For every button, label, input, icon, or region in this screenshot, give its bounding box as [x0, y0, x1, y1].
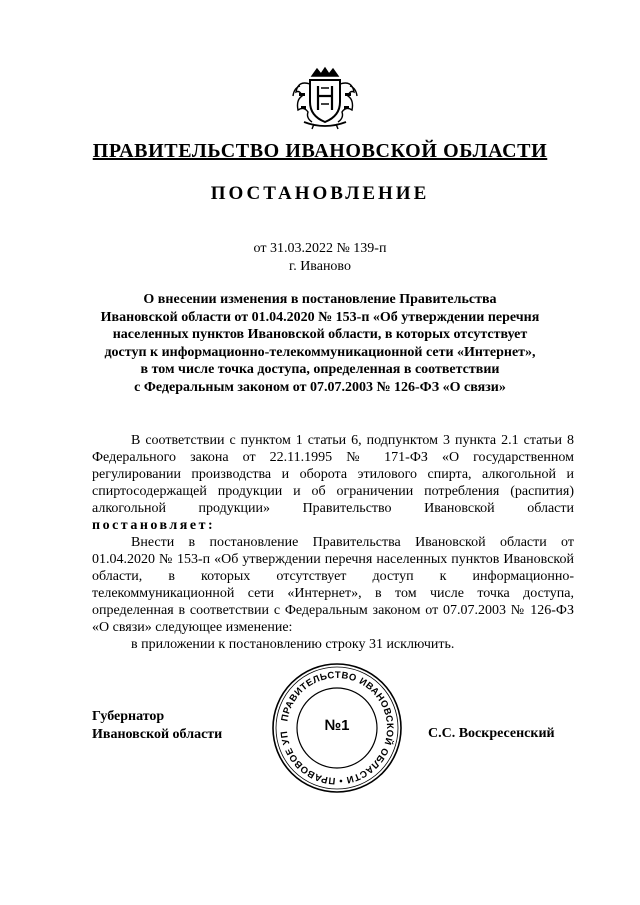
stamp-number: №1	[324, 717, 350, 734]
body-paragraph-amendment: Внести в постановление Правительства Ивановской области от 01.04.2020 № 153-п «Об утверждении перечня населенных пунктов Ивановской области, в которых отсутствует доступ к информационно-телекоммуникационной сети «Интернет», в том числе точка доступа, определенная в соответствии с Федеральным законом от 07.07.2003 № 126-ФЗ «О связи» следующее изменение:	[92, 535, 574, 635]
stamp-ring-text: ПРАВИТЕЛЬСТВО ИВАНОВСКОЙ ОБЛАСТИ • ПРАВОВОЕ УП	[278, 669, 396, 787]
official-stamp	[270, 661, 404, 795]
government-title: ПРАВИТЕЛЬСТВО ИВАНОВСКОЙ ОБЛАСТИ	[92, 140, 548, 162]
signer-position	[92, 708, 222, 744]
preamble-text: В соответствии с пунктом 1 статьи 6, подпунктом 3 пункта 2.1 статьи 8 Федерального закона от 22.11.1995 № 171-ФЗ «О государственном регулировании производства и оборота этилового спирта, алкогольной и спиртосодержащей продукции и об ограничении потребления (распития) алкогольной продукции» Правительство Ивановской области	[92, 433, 574, 516]
signer-name: С.С. Воскресенский	[428, 726, 555, 741]
subject-line: О внесении изменения в постановление Правительства	[143, 292, 497, 307]
document-body	[92, 432, 574, 653]
decree-word: постановляет:	[92, 518, 216, 533]
subject-line: в том числе точка доступа, определенная в соответствии	[140, 362, 500, 377]
subject-line: с Федеральным законом от 07.07.2003 № 126-ФЗ «О связи»	[134, 379, 506, 395]
subject-line: Ивановской области от 01.04.2020 № 153-п «Об утверждении перечня	[100, 309, 540, 325]
coat-of-arms-emblem	[290, 66, 360, 130]
document-type: ПОСТАНОВЛЕНИЕ	[210, 183, 430, 204]
body-paragraph-change: в приложении к постановлению строку 31 исключить.	[131, 637, 455, 652]
document-date-number: от 31.03.2022 № 139-п	[253, 241, 387, 256]
subject-line: населенных пунктов Ивановской области, в которых отсутствует	[112, 327, 528, 342]
document-city: г. Иваново	[289, 259, 351, 274]
signer-position-line: Губернатор	[92, 709, 165, 724]
document-subject	[80, 291, 560, 396]
body-paragraph-preamble	[92, 432, 574, 534]
subject-line: доступ к информационно-телекоммуникационной сети «Интернет»,	[104, 344, 536, 360]
signer-position-line: Ивановской области	[92, 727, 223, 742]
